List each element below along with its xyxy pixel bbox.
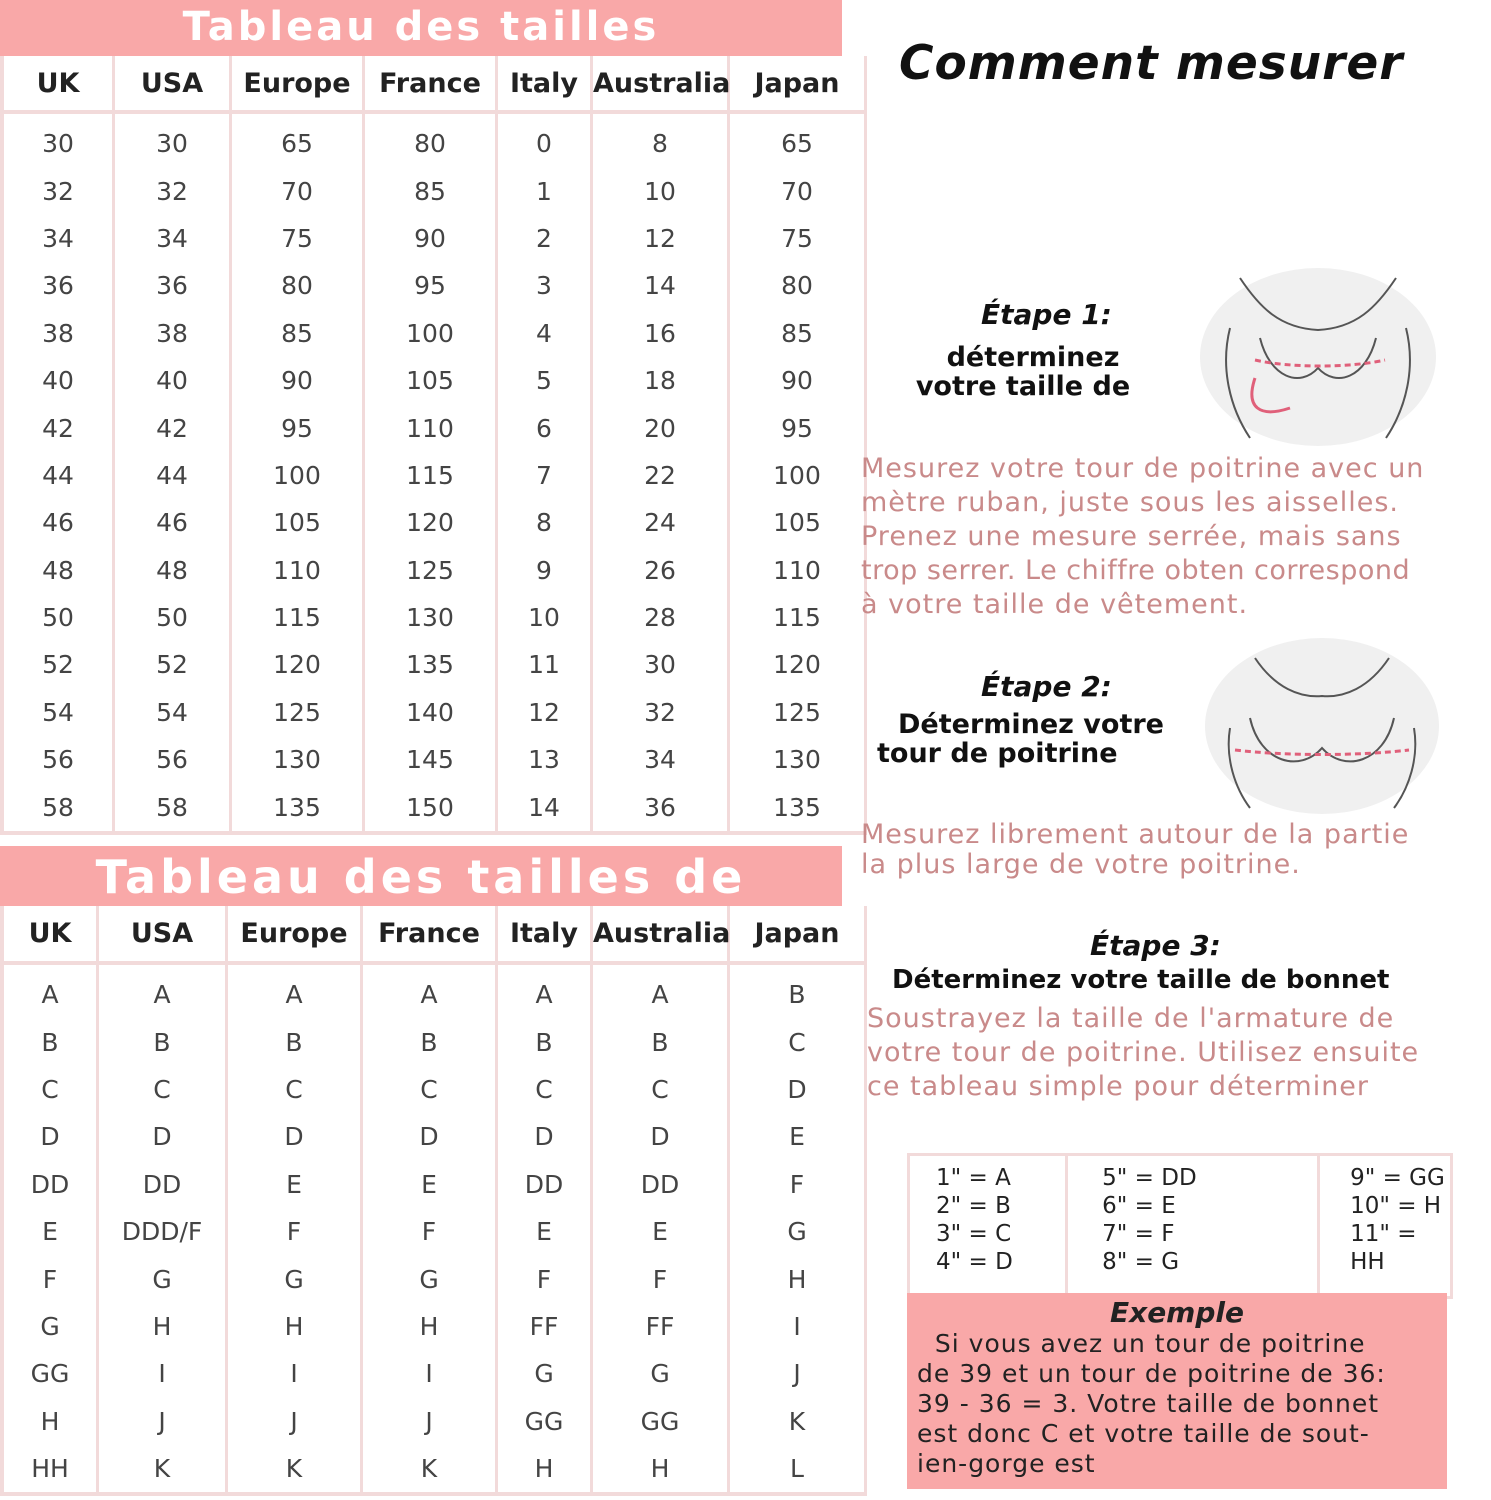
cup-chart-column xyxy=(1320,1156,1450,1296)
table-cell: G xyxy=(729,1208,866,1255)
example-line: Si vous avez un tour de poitrine xyxy=(917,1329,1366,1358)
table-row xyxy=(2,357,866,404)
column-header-japan: Japan xyxy=(729,906,866,963)
table-cell: B xyxy=(497,1018,592,1065)
table-cell: 5 xyxy=(497,357,592,404)
table-row xyxy=(2,310,866,357)
table-row xyxy=(2,641,866,688)
table-cell: 13 xyxy=(497,736,592,783)
step2-subtitle xyxy=(877,710,1164,768)
table-cell: G xyxy=(497,1350,592,1397)
table-cell: 20 xyxy=(592,404,729,451)
example-line: est donc C et votre taille de sout- xyxy=(917,1419,1370,1448)
table-cell: 44 xyxy=(2,452,114,499)
table-cell: 36 xyxy=(592,783,729,832)
table-cell: 115 xyxy=(364,452,497,499)
table-row xyxy=(2,262,866,309)
example-body xyxy=(907,1329,1447,1479)
table-cell: 85 xyxy=(729,310,866,357)
table-cell: DD xyxy=(592,1161,729,1208)
table-cell: DD xyxy=(497,1161,592,1208)
table-cell: 9 xyxy=(497,547,592,594)
cup-chart-entry: 4" = D xyxy=(936,1249,1013,1275)
table-cell: HH xyxy=(2,1445,98,1494)
table-cell: 120 xyxy=(231,641,364,688)
band-size-chart-title: Tableau des tailles xyxy=(0,0,842,56)
table-cell: 12 xyxy=(497,689,592,736)
table-cell: A xyxy=(497,963,592,1018)
table-cell: 85 xyxy=(364,167,497,214)
table-cell: B xyxy=(227,1018,362,1065)
table-cell: 65 xyxy=(729,112,866,167)
table-cell: 145 xyxy=(364,736,497,783)
table-cell: 8 xyxy=(497,499,592,546)
table-cell: 90 xyxy=(364,215,497,262)
table-cell: E xyxy=(2,1208,98,1255)
cup-chart-entry: 5" = DD xyxy=(1102,1165,1197,1191)
step3-desc-line: votre tour de poitrine. Utilisez ensuite xyxy=(867,1037,1420,1068)
table-cell: 34 xyxy=(2,215,114,262)
table-cell: 10 xyxy=(592,167,729,214)
table-cell: J xyxy=(362,1398,497,1445)
table-cell: 58 xyxy=(2,783,114,832)
table-row xyxy=(2,963,866,1018)
table-cell: 75 xyxy=(231,215,364,262)
step3-desc-line: Soustrayez la taille de l'armature de xyxy=(867,1003,1395,1034)
table-row xyxy=(2,112,866,167)
cup-chart-entry: 6" = E xyxy=(1102,1193,1176,1219)
column-header-italy: Italy xyxy=(497,56,592,112)
table-cell: F xyxy=(729,1161,866,1208)
table-cell: H xyxy=(592,1445,729,1494)
cup-chart-entry: 11" = HH xyxy=(1350,1221,1417,1275)
band-size-table xyxy=(0,56,867,835)
column-header-usa: USA xyxy=(114,56,231,112)
table-cell: 52 xyxy=(114,641,231,688)
table-row xyxy=(2,1255,866,1302)
table-cell: 38 xyxy=(114,310,231,357)
table-cell: I xyxy=(362,1350,497,1397)
table-cell: 100 xyxy=(231,452,364,499)
step2-line1: Déterminez votre xyxy=(898,709,1164,740)
table-cell: 28 xyxy=(592,594,729,641)
table-cell: 95 xyxy=(729,404,866,451)
table-cell: 10 xyxy=(497,594,592,641)
table-cell: 0 xyxy=(497,112,592,167)
table-cell: 95 xyxy=(364,262,497,309)
table-cell: G xyxy=(98,1255,227,1302)
column-header-italy: Italy xyxy=(497,906,592,963)
table-cell: C xyxy=(592,1066,729,1113)
table-cell: 18 xyxy=(592,357,729,404)
table-cell: D xyxy=(2,1113,98,1160)
table-cell: 3 xyxy=(497,262,592,309)
step1-subtitle xyxy=(915,342,1131,402)
step3-description xyxy=(867,1002,1487,1104)
cup-chart-entry: 1" = A xyxy=(936,1165,1011,1191)
table-row xyxy=(2,1208,866,1255)
table-cell: 12 xyxy=(592,215,729,262)
table-cell: D xyxy=(98,1113,227,1160)
column-header-usa: USA xyxy=(98,906,227,963)
table-cell: E xyxy=(497,1208,592,1255)
table-cell: D xyxy=(592,1113,729,1160)
table-row xyxy=(2,1350,866,1397)
table-cell: D xyxy=(497,1113,592,1160)
table-cell: FF xyxy=(497,1303,592,1350)
table-cell: C xyxy=(98,1066,227,1113)
table-cell: H xyxy=(2,1398,98,1445)
table-row xyxy=(2,594,866,641)
table-cell: 38 xyxy=(2,310,114,357)
table-cell: F xyxy=(592,1255,729,1302)
table-cell: 70 xyxy=(729,167,866,214)
table-cell: 26 xyxy=(592,547,729,594)
step2-desc-line: la plus large de votre poitrine. xyxy=(861,849,1301,880)
column-header-france: France xyxy=(362,906,497,963)
table-cell: 48 xyxy=(2,547,114,594)
table-row xyxy=(2,736,866,783)
table-cell: 56 xyxy=(2,736,114,783)
table-row xyxy=(2,499,866,546)
table-cell: G xyxy=(592,1350,729,1397)
table-row xyxy=(2,167,866,214)
table-cell: 36 xyxy=(114,262,231,309)
table-cell: 46 xyxy=(114,499,231,546)
table-cell: B xyxy=(729,963,866,1018)
table-cell: 42 xyxy=(2,404,114,451)
table-cell: DD xyxy=(98,1161,227,1208)
cup-size-table xyxy=(0,906,867,1496)
table-cell: C xyxy=(729,1018,866,1065)
table-cell: 42 xyxy=(114,404,231,451)
table-cell: 54 xyxy=(114,689,231,736)
table-cell: 100 xyxy=(729,452,866,499)
table-cell: I xyxy=(227,1350,362,1397)
table-cell: 80 xyxy=(364,112,497,167)
table-cell: E xyxy=(362,1161,497,1208)
table-cell: 34 xyxy=(114,215,231,262)
table-cell: 30 xyxy=(2,112,114,167)
table-cell: 32 xyxy=(114,167,231,214)
guide-heading: Comment mesurer xyxy=(899,36,1404,91)
column-header-uk: UK xyxy=(2,56,114,112)
table-cell: B xyxy=(2,1018,98,1065)
table-cell: 110 xyxy=(364,404,497,451)
table-cell: B xyxy=(98,1018,227,1065)
example-line: ien-gorge est xyxy=(917,1449,1096,1478)
table-row xyxy=(2,452,866,499)
table-cell: 80 xyxy=(729,262,866,309)
table-cell: K xyxy=(98,1445,227,1494)
table-cell: GG xyxy=(497,1398,592,1445)
table-cell: A xyxy=(2,963,98,1018)
table-cell: 48 xyxy=(114,547,231,594)
example-line: de 39 et un tour de poitrine de 36: xyxy=(917,1359,1386,1388)
table-row xyxy=(2,1303,866,1350)
table-cell: E xyxy=(227,1161,362,1208)
table-cell: 120 xyxy=(729,641,866,688)
table-cell: 46 xyxy=(2,499,114,546)
cup-chart-entry: 10" = H xyxy=(1350,1193,1442,1219)
table-cell: F xyxy=(497,1255,592,1302)
table-cell: 125 xyxy=(364,547,497,594)
table-cell: K xyxy=(362,1445,497,1494)
table-cell: L xyxy=(729,1445,866,1494)
cup-chart-column xyxy=(1068,1156,1320,1296)
table-cell: C xyxy=(497,1066,592,1113)
table-cell: 32 xyxy=(592,689,729,736)
cup-difference-chart xyxy=(907,1153,1453,1299)
table-cell: E xyxy=(592,1208,729,1255)
step1-line2: votre taille de xyxy=(915,371,1131,402)
bust-illustration xyxy=(1205,638,1439,814)
table-cell: 135 xyxy=(231,783,364,832)
band-size-chart xyxy=(0,0,842,835)
table-cell: 16 xyxy=(592,310,729,357)
table-cell: 85 xyxy=(231,310,364,357)
table-cell: 140 xyxy=(364,689,497,736)
table-cell: 100 xyxy=(364,310,497,357)
table-row xyxy=(2,783,866,832)
step1-desc-line: à votre taille de vêtement. xyxy=(861,589,1249,620)
table-cell: H xyxy=(497,1445,592,1494)
column-header-france: France xyxy=(364,56,497,112)
table-cell: 75 xyxy=(729,215,866,262)
table-cell: H xyxy=(98,1303,227,1350)
table-cell: 80 xyxy=(231,262,364,309)
table-cell: D xyxy=(227,1113,362,1160)
table-cell: 24 xyxy=(592,499,729,546)
step3-desc-line: ce tableau simple pour déterminer xyxy=(867,1071,1370,1102)
table-cell: 52 xyxy=(2,641,114,688)
table-cell: A xyxy=(227,963,362,1018)
table-cell: D xyxy=(362,1113,497,1160)
table-cell: E xyxy=(729,1113,866,1160)
table-cell: 44 xyxy=(114,452,231,499)
table-cell: 115 xyxy=(231,594,364,641)
table-cell: 40 xyxy=(2,357,114,404)
step3-title: Étape 3: xyxy=(1090,929,1221,962)
table-row xyxy=(2,1018,866,1065)
table-cell: 95 xyxy=(231,404,364,451)
example-box xyxy=(907,1293,1447,1489)
underbust-illustration xyxy=(1200,268,1436,446)
table-cell: H xyxy=(362,1303,497,1350)
table-cell: C xyxy=(362,1066,497,1113)
example-line: 39 - 36 = 3. Votre taille de bonnet xyxy=(917,1389,1380,1418)
table-cell: 135 xyxy=(729,783,866,832)
table-cell: J xyxy=(729,1350,866,1397)
table-cell: DD xyxy=(2,1161,98,1208)
column-header-europe: Europe xyxy=(227,906,362,963)
cup-chart-entry: 2" = B xyxy=(936,1193,1011,1219)
table-cell: 54 xyxy=(2,689,114,736)
table-cell: 7 xyxy=(497,452,592,499)
table-cell: DDD/F xyxy=(98,1208,227,1255)
table-cell: 105 xyxy=(729,499,866,546)
table-cell: 150 xyxy=(364,783,497,832)
table-cell: D xyxy=(729,1066,866,1113)
step1-desc-line: Mesurez votre tour de poitrine avec un xyxy=(861,453,1425,484)
table-cell: 8 xyxy=(592,112,729,167)
cup-chart-entry: 7" = F xyxy=(1102,1221,1175,1247)
step2-description xyxy=(861,820,1491,880)
table-cell: J xyxy=(227,1398,362,1445)
example-title: Exemple xyxy=(1110,1296,1244,1329)
table-row xyxy=(2,1066,866,1113)
column-header-australia: Australia xyxy=(592,56,729,112)
step2-line2: tour de poitrine xyxy=(877,738,1118,769)
table-cell: H xyxy=(729,1255,866,1302)
table-cell: 14 xyxy=(592,262,729,309)
table-cell: 34 xyxy=(592,736,729,783)
table-row xyxy=(2,1445,866,1494)
table-row xyxy=(2,689,866,736)
table-row xyxy=(2,215,866,262)
table-cell: 6 xyxy=(497,404,592,451)
table-cell: 115 xyxy=(729,594,866,641)
table-cell: A xyxy=(98,963,227,1018)
step1-desc-line: Prenez une mesure serrée, mais sans xyxy=(861,521,1402,552)
table-cell: 50 xyxy=(2,594,114,641)
table-cell: I xyxy=(98,1350,227,1397)
step2-desc-line: Mesurez librement autour de la partie xyxy=(861,819,1410,850)
table-cell: 130 xyxy=(364,594,497,641)
table-cell: A xyxy=(362,963,497,1018)
cup-chart-entry: 9" = GG xyxy=(1350,1165,1445,1191)
table-cell: 105 xyxy=(364,357,497,404)
table-cell: F xyxy=(2,1255,98,1302)
step1-desc-line: mètre ruban, juste sous les aisselles. xyxy=(861,487,1400,518)
table-cell: C xyxy=(227,1066,362,1113)
step2-title: Étape 2: xyxy=(981,670,1112,703)
table-cell: 32 xyxy=(2,167,114,214)
table-cell: G xyxy=(362,1255,497,1302)
measure-guide xyxy=(855,0,1491,1500)
table-cell: G xyxy=(227,1255,362,1302)
table-row xyxy=(2,1113,866,1160)
table-cell: A xyxy=(592,963,729,1018)
table-cell: 14 xyxy=(497,783,592,832)
table-cell: 2 xyxy=(497,215,592,262)
table-cell: K xyxy=(729,1398,866,1445)
table-cell: 65 xyxy=(231,112,364,167)
step3-subtitle: Déterminez votre taille de bonnet xyxy=(892,965,1390,995)
table-cell: B xyxy=(362,1018,497,1065)
table-row xyxy=(2,1161,866,1208)
table-cell: 130 xyxy=(729,736,866,783)
table-row xyxy=(2,404,866,451)
table-cell: F xyxy=(362,1208,497,1255)
table-cell: 120 xyxy=(364,499,497,546)
table-cell: 70 xyxy=(231,167,364,214)
table-row xyxy=(2,1398,866,1445)
step1-line1: déterminez xyxy=(946,342,1120,373)
table-cell: K xyxy=(227,1445,362,1494)
table-cell: 36 xyxy=(2,262,114,309)
table-cell: 58 xyxy=(114,783,231,832)
column-header-australia: Australia xyxy=(592,906,729,963)
table-cell: 135 xyxy=(364,641,497,688)
table-cell: C xyxy=(2,1066,98,1113)
table-cell: GG xyxy=(592,1398,729,1445)
table-cell: 125 xyxy=(729,689,866,736)
step1-description xyxy=(861,452,1491,622)
table-cell: 11 xyxy=(497,641,592,688)
table-cell: H xyxy=(227,1303,362,1350)
table-cell: 1 xyxy=(497,167,592,214)
table-cell: 90 xyxy=(231,357,364,404)
column-header-uk: UK xyxy=(2,906,98,963)
table-cell: GG xyxy=(2,1350,98,1397)
step1-desc-line: trop serrer. Le chiffre obten correspond xyxy=(861,555,1411,586)
table-cell: 110 xyxy=(729,547,866,594)
column-header-europe: Europe xyxy=(231,56,364,112)
cup-size-chart xyxy=(0,846,842,1496)
table-cell: J xyxy=(98,1398,227,1445)
table-cell: 30 xyxy=(592,641,729,688)
table-cell: G xyxy=(2,1303,98,1350)
table-cell: 22 xyxy=(592,452,729,499)
table-cell: 40 xyxy=(114,357,231,404)
table-cell: 30 xyxy=(114,112,231,167)
column-header-japan: Japan xyxy=(729,56,866,112)
cup-size-chart-title: Tableau des tailles de xyxy=(0,846,842,906)
table-row xyxy=(2,547,866,594)
bra-bust-icon xyxy=(1205,638,1439,814)
table-cell: 4 xyxy=(497,310,592,357)
table-cell: 50 xyxy=(114,594,231,641)
cup-chart-entry: 8" = G xyxy=(1102,1249,1180,1275)
cup-chart-column xyxy=(910,1156,1068,1296)
table-cell: 110 xyxy=(231,547,364,594)
table-cell: 130 xyxy=(231,736,364,783)
table-cell: 56 xyxy=(114,736,231,783)
table-cell: 105 xyxy=(231,499,364,546)
step1-title: Étape 1: xyxy=(981,298,1112,331)
cup-chart-entry: 3" = C xyxy=(936,1221,1012,1247)
table-cell: I xyxy=(729,1303,866,1350)
table-cell: 90 xyxy=(729,357,866,404)
bra-underbust-icon xyxy=(1200,268,1436,446)
table-cell: F xyxy=(227,1208,362,1255)
table-cell: 125 xyxy=(231,689,364,736)
table-cell: FF xyxy=(592,1303,729,1350)
table-cell: B xyxy=(592,1018,729,1065)
